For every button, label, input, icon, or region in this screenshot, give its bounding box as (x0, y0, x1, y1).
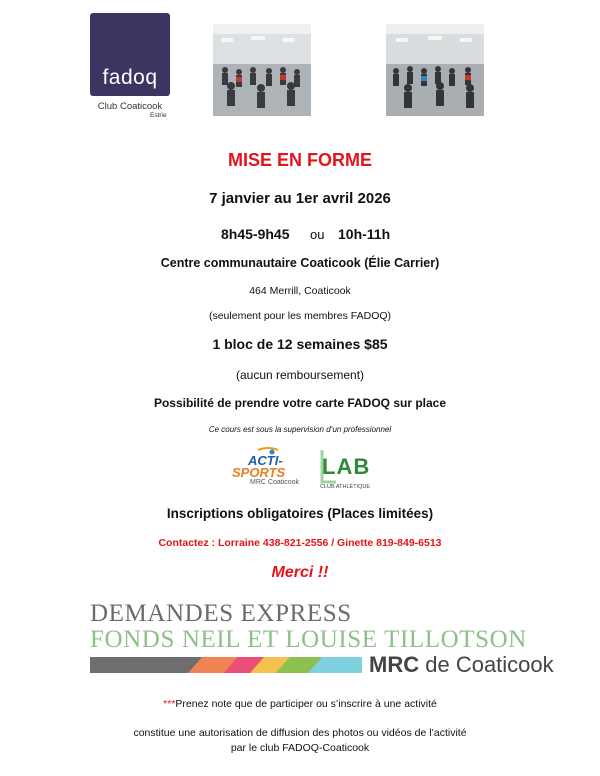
footer-text-1: Prenez note que de participer ou s’inscrire à une activité (175, 698, 437, 710)
fadoq-logo-text: fadoq (102, 66, 158, 89)
footer-stars: *** (163, 698, 176, 710)
acti-sports-logo (228, 446, 310, 492)
refund-note: (aucun remboursement) (235, 368, 365, 382)
lab-logo (316, 446, 372, 494)
color-band (90, 657, 362, 673)
footer-note-line-3: par le club FADOQ-Coaticook (230, 742, 370, 754)
acti-sports-subtitle: MRC Coaticook (250, 479, 300, 486)
exercise-class-photo-2 (386, 24, 484, 116)
mrc-text: MRC (369, 652, 420, 677)
club-region: Estrie (150, 112, 167, 119)
fonds-tillotson: FONDS NEIL ET LOUISE TILLOTSON (90, 626, 527, 653)
thank-you: Merci !! (271, 564, 329, 581)
event-title: MISE EN FORME (227, 150, 372, 170)
time-slot-1: 8h45-9h45 (221, 226, 290, 242)
exercise-class-photo-1 (213, 24, 311, 116)
address: 464 Merrill, Coaticook (249, 285, 351, 297)
club-name: Club Coaticook (97, 101, 163, 112)
supervision-note: Ce cours est sous la supervision d’un professionnel (208, 425, 392, 434)
price: 1 bloc de 12 semaines $85 (212, 336, 388, 352)
registration-required: Inscriptions obligatoires (Places limitées) (166, 506, 434, 521)
footer-note-line-2: constitue une autorisation de diffusion des photos ou vidéos de l’activité (133, 727, 467, 739)
lab-text: LAB (322, 454, 371, 479)
fadoq-logo (90, 13, 170, 96)
de-coaticook-text: de Coaticook (425, 652, 554, 677)
members-only-note: (seulement pour les membres FADOQ) (208, 310, 392, 322)
sports-text: SPORTS (232, 465, 286, 480)
mrc-coaticook-logo (369, 652, 554, 678)
contact-info: Contactez : Lorraine 438-821-2556 / Ginette 819-849-6513 (158, 537, 442, 549)
acti-text: ACTI- (248, 453, 283, 468)
footer-note-line-1 (0, 698, 600, 710)
fadoq-card-note: Possibilité de prendre votre carte FADOQ sur place (153, 396, 447, 410)
event-dates: 7 janvier au 1er avril 2026 (209, 190, 391, 207)
time-separator: ou (310, 227, 325, 242)
lab-subtitle: CLUB ATHLÉTIQUE (320, 484, 371, 490)
venue: Centre communautaire Coaticook (Élie Carrier) (160, 256, 440, 270)
demandes-express: DEMANDES EXPRESS (90, 600, 352, 627)
time-slot-2: 10h-11h (338, 226, 391, 242)
